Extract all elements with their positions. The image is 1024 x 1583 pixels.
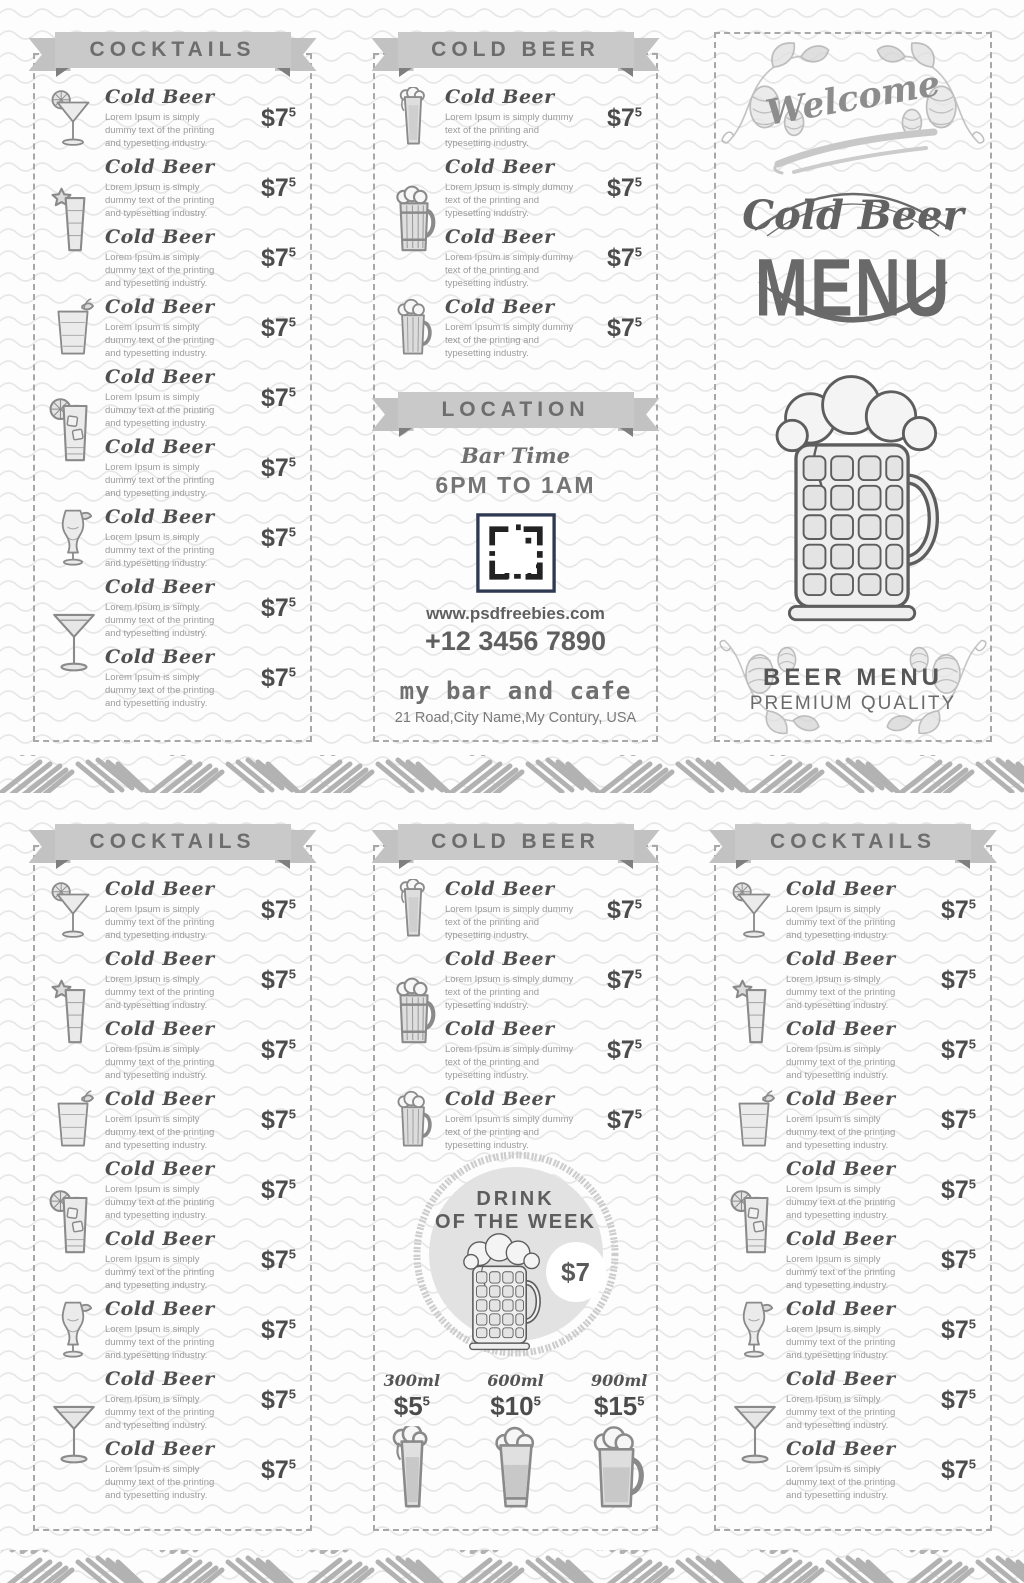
item-description: Lorem Ipsum is simply dummy text of the printing and typesetting industry. <box>786 1114 896 1151</box>
ribbon-fold-right <box>620 860 633 869</box>
item-description: Lorem Ipsum is simply dummy text of the printing and typesetting industry. <box>105 672 215 709</box>
size-label: 300ml <box>383 1371 441 1390</box>
menu-item <box>35 875 310 945</box>
ribbon-fold-left <box>56 68 69 77</box>
location-ribbon <box>398 392 634 428</box>
item-price: $\$7^5$ <box>940 1245 976 1274</box>
item-title: Cold Beer <box>105 1438 215 1460</box>
item-price: $\$7^5$ <box>260 243 296 272</box>
pilsner-glass-icon <box>389 879 437 941</box>
item-price: $\$7^5$ <box>940 895 976 924</box>
menu-item <box>375 945 656 1015</box>
dow-price: $7 <box>546 1242 606 1302</box>
menu-item <box>375 223 656 293</box>
item-price: $\$7^5$ <box>940 1315 976 1344</box>
item-title: Cold Beer <box>786 1228 896 1250</box>
ribbon-fold-right <box>277 68 290 77</box>
menu-item <box>375 153 656 223</box>
beer-mug-icon <box>758 372 948 630</box>
martini-lime-icon <box>49 879 97 941</box>
menu-item <box>716 1225 990 1295</box>
item-title: Cold Beer <box>105 948 215 970</box>
item-description: Lorem Ipsum is simply dummy text of the printing and typesetting industry. <box>786 1464 896 1501</box>
beer-600ml-icon <box>485 1426 547 1514</box>
item-description: Lorem Ipsum is simply dummy text of the printing and typesetting industry. <box>105 1044 215 1081</box>
phone-number: +12 3456 7890 <box>425 626 606 656</box>
item-title: Cold Beer <box>786 1158 896 1180</box>
item-price: $\$7^5$ <box>940 1455 976 1484</box>
menu-item <box>716 1155 990 1225</box>
menu-item <box>35 83 310 153</box>
menu-item <box>35 1085 310 1155</box>
item-price: $\$7^5$ <box>940 1385 976 1414</box>
menu-item <box>35 1435 310 1505</box>
item-price: $\$7^5$ <box>260 313 296 342</box>
size-label: 900ml <box>590 1371 648 1390</box>
size-price: $\$10^5$ <box>490 1391 541 1421</box>
item-title: Cold Beer <box>105 1368 215 1390</box>
item-price: $\$7^5$ <box>260 1315 296 1344</box>
bar-time-label: Bar Time <box>461 443 570 468</box>
menu-item <box>716 875 990 945</box>
menu-item <box>35 503 310 573</box>
size-price: $\$5^5$ <box>393 1391 430 1421</box>
item-title: Cold Beer <box>786 1088 896 1110</box>
item-title: Cold Beer <box>105 1228 215 1250</box>
item-title: Cold Beer <box>786 1018 896 1040</box>
ribbon-fold-right <box>620 428 633 437</box>
drink-of-the-week-badge <box>410 1148 622 1360</box>
menu-item <box>375 1015 656 1085</box>
pilsner-glass-icon <box>389 87 437 149</box>
panel-cocktails-top-left <box>33 38 312 742</box>
menu-item <box>716 1435 990 1505</box>
item-description: Lorem Ipsum is simply dummy text of the printing and typesetting industry. <box>105 112 215 149</box>
item-price: $\$7^5$ <box>606 1105 642 1134</box>
item-description: Lorem Ipsum is simply dummy text of the printing and typesetting industry. <box>105 1394 215 1431</box>
hurricane-glass-icon <box>49 1299 97 1361</box>
item-description: Lorem Ipsum is simply dummy text of the printing and typesetting industry. <box>105 602 215 639</box>
glass-mug-icon <box>389 297 437 359</box>
item-title: Cold Beer <box>105 646 215 668</box>
item-price: $\$7^5$ <box>940 1035 976 1064</box>
item-description: Lorem Ipsum is simply dummy text of the printing and typesetting industry. <box>105 1324 215 1361</box>
item-price: $\$7^5$ <box>260 895 296 924</box>
panel-header: COLD BEER <box>431 830 600 853</box>
item-price: $\$7^5$ <box>606 965 642 994</box>
item-title: Cold Beer <box>786 878 896 900</box>
size-price: $\$15^5$ <box>593 1391 645 1421</box>
item-title: Cold Beer <box>105 506 215 528</box>
menu-item <box>35 153 310 223</box>
item-price: $\$7^5$ <box>260 593 296 622</box>
item-price: $\$7^5$ <box>606 1035 642 1064</box>
item-title: Cold Beer <box>105 86 215 108</box>
item-title: Cold Beer <box>105 296 215 318</box>
ribbon-fold-left <box>736 860 749 869</box>
cocktail-list <box>35 847 310 1505</box>
item-price: $\$7^5$ <box>260 453 296 482</box>
hurricane-glass-icon <box>730 1299 778 1361</box>
menu-item <box>716 1365 990 1435</box>
menu-item <box>375 293 656 363</box>
item-price: $\$7^5$ <box>260 1385 296 1414</box>
item-title: Cold Beer <box>105 156 215 178</box>
cocktails-ribbon <box>55 32 291 68</box>
item-description: Lorem Ipsum is simply dummy text of the printing and typesetting industry. <box>105 462 215 499</box>
item-price: $\$7^5$ <box>260 1245 296 1274</box>
logo-script-text: Cold Beer <box>742 192 964 239</box>
item-description: Lorem Ipsum is simply dummy text of the printing and typesetting industry. <box>786 1044 896 1081</box>
martini-lime-icon <box>49 87 97 149</box>
item-title: Cold Beer <box>445 296 555 318</box>
item-title: Cold Beer <box>105 576 215 598</box>
item-title: Cold Beer <box>105 1018 215 1040</box>
location-header: LOCATION <box>441 398 590 421</box>
tumbler-mint-icon <box>49 297 97 359</box>
item-description: Lorem Ipsum is simply dummy text of the printing and typesetting industry. <box>105 1114 215 1151</box>
item-description: Lorem Ipsum is simply dummy text of the printing and typesetting industry. <box>105 1254 215 1291</box>
item-title: Cold Beer <box>105 1158 215 1180</box>
bar-hours: 6PM TO 1AM <box>435 472 596 498</box>
item-title: Cold Beer <box>105 878 215 900</box>
ribbon-fold-left <box>399 860 412 869</box>
ribbon-fold-right <box>277 860 290 869</box>
item-description: Lorem Ipsum is simply dummy text of the printing and typesetting industry. <box>786 1254 896 1291</box>
panel-cover <box>714 32 992 742</box>
item-price: $\$7^5$ <box>606 243 642 272</box>
cold-beer-ribbon <box>398 32 634 68</box>
tumbler-mint-icon <box>730 1089 778 1151</box>
item-description: Lorem Ipsum is simply dummy text of the printing and typesetting industry. <box>445 1044 574 1081</box>
item-title: Cold Beer <box>786 1298 896 1320</box>
item-price: $\$7^5$ <box>260 1175 296 1204</box>
website-text: www.psdfreebies.com <box>426 604 605 623</box>
item-description: Lorem Ipsum is simply dummy text of the printing and typesetting industry. <box>105 1184 215 1221</box>
beer-900ml-icon <box>588 1426 650 1514</box>
item-title: Cold Beer <box>786 948 896 970</box>
panel-cocktails-bottom-right <box>714 830 992 1531</box>
tumbler-mint-icon <box>49 1089 97 1151</box>
qr-code-icon <box>476 513 556 593</box>
beer-sizes-row <box>375 1371 656 1519</box>
cocktail-list <box>716 847 990 1505</box>
item-title: Cold Beer <box>445 948 555 970</box>
item-description: Lorem Ipsum is simply dummy text of the printing and typesetting industry. <box>786 1394 896 1431</box>
item-title: Cold Beer <box>445 1018 555 1040</box>
beer-list <box>375 55 656 363</box>
item-price: $\$7^5$ <box>940 1175 976 1204</box>
hurricane-glass-icon <box>49 507 97 569</box>
venue-address: 21 Road,City Name,My Contury, USA <box>394 710 637 726</box>
item-price: $\$7^5$ <box>260 965 296 994</box>
item-description: Lorem Ipsum is simply dummy text of the printing and typesetting industry. <box>445 1114 574 1151</box>
item-title: Cold Beer <box>105 1298 215 1320</box>
menu-item <box>35 1155 310 1225</box>
item-title: Cold Beer <box>105 226 215 248</box>
menu-item <box>716 945 990 1015</box>
item-description: Lorem Ipsum is simply dummy text of the printing and typesetting industry. <box>105 182 215 219</box>
item-description: Lorem Ipsum is simply dummy text of the printing and typesetting industry. <box>445 974 574 1011</box>
menu-item <box>375 875 656 945</box>
ribbon-fold-right <box>620 68 633 77</box>
item-title: Cold Beer <box>445 156 555 178</box>
item-price: $\$7^5$ <box>940 1105 976 1134</box>
item-description: Lorem Ipsum is simply dummy text of the printing and typesetting industry. <box>445 322 574 359</box>
divider-hatch-strip <box>0 755 1024 793</box>
menu-item <box>375 83 656 153</box>
item-price: $\$7^5$ <box>260 103 296 132</box>
ribbon-fold-right <box>957 860 970 869</box>
menu-item <box>35 1225 310 1295</box>
menu-item <box>35 1015 310 1085</box>
beer-list <box>375 847 656 1155</box>
item-title: Cold Beer <box>105 1088 215 1110</box>
menu-item <box>35 223 310 293</box>
item-price: $\$7^5$ <box>260 663 296 692</box>
menu-item <box>35 1295 310 1365</box>
item-title: Cold Beer <box>445 226 555 248</box>
menu-item <box>35 573 310 643</box>
panel-cocktails-bottom-left <box>33 830 312 1531</box>
welcome-text: Welcome <box>762 63 944 134</box>
menu-item <box>716 1085 990 1155</box>
item-price: $\$7^5$ <box>260 173 296 202</box>
item-price: $\$7^5$ <box>260 383 296 412</box>
panel-header: COCKTAILS <box>89 830 256 853</box>
ribbon-fold-left <box>399 428 412 437</box>
item-description: Lorem Ipsum is simply dummy text of the printing and typesetting industry. <box>105 252 215 289</box>
premium-quality-subtitle: PREMIUM QUALITY <box>749 693 957 714</box>
menu-item <box>375 1085 656 1155</box>
item-price: $\$7^5$ <box>260 1105 296 1134</box>
menu-item <box>35 363 310 433</box>
item-description: Lorem Ipsum is simply dummy text of the printing and typesetting industry. <box>445 112 574 149</box>
item-price: $\$7^5$ <box>260 1035 296 1064</box>
menu-item <box>35 293 310 363</box>
cold-beer-ribbon <box>398 824 634 860</box>
item-description: Lorem Ipsum is simply dummy text of the printing and typesetting industry. <box>786 1184 896 1221</box>
beer-mug-icon <box>454 1232 546 1354</box>
size-label: 600ml <box>487 1371 544 1390</box>
item-title: Cold Beer <box>445 878 555 900</box>
item-title: Cold Beer <box>105 366 215 388</box>
item-title: Cold Beer <box>786 1368 896 1390</box>
venue-name: my bar and cafe <box>399 677 632 705</box>
menu-item <box>35 433 310 503</box>
item-description: Lorem Ipsum is simply dummy text of the printing and typesetting industry. <box>445 252 574 289</box>
panel-coldbeer-bottom-middle <box>373 830 658 1531</box>
item-description: Lorem Ipsum is simply dummy text of the printing and typesetting industry. <box>786 1324 896 1361</box>
panel-header: COLD BEER <box>431 38 600 61</box>
item-description: Lorem Ipsum is simply dummy text of the printing and typesetting industry. <box>105 974 215 1011</box>
menu-item <box>35 643 310 713</box>
item-price: $\$7^5$ <box>606 313 642 342</box>
item-description: Lorem Ipsum is simply dummy text of the printing and typesetting industry. <box>105 392 215 429</box>
item-price: $\$7^5$ <box>606 895 642 924</box>
size-option <box>375 1371 449 1519</box>
item-price: $\$7^5$ <box>260 523 296 552</box>
item-description: Lorem Ipsum is simply dummy text of the printing and typesetting industry. <box>105 322 215 359</box>
item-title: Cold Beer <box>445 86 555 108</box>
item-description: Lorem Ipsum is simply dummy text of the printing and typesetting industry. <box>445 904 574 941</box>
panel-coldbeer-top-middle <box>373 38 658 742</box>
beer-menu-title: BEER MENU <box>762 664 943 691</box>
panel-header: COCKTAILS <box>89 38 256 61</box>
menu-item <box>35 945 310 1015</box>
ribbon-fold-left <box>399 68 412 77</box>
item-description: Lorem Ipsum is simply dummy text of the printing and typesetting industry. <box>445 182 574 219</box>
item-title: Cold Beer <box>445 1088 555 1110</box>
item-title: Cold Beer <box>786 1438 896 1460</box>
logo-word-text: MENU <box>754 241 952 334</box>
item-description: Lorem Ipsum is simply dummy text of the printing and typesetting industry. <box>786 904 896 941</box>
dow-line1: DRINK <box>476 1188 555 1210</box>
item-description: Lorem Ipsum is simply dummy text of the printing and typesetting industry. <box>105 1464 215 1501</box>
cocktail-list <box>35 55 310 713</box>
item-price: $\$7^5$ <box>260 1455 296 1484</box>
menu-item <box>716 1295 990 1365</box>
menu-item <box>35 1365 310 1435</box>
cocktails-ribbon <box>735 824 971 860</box>
item-description: Lorem Ipsum is simply dummy text of the printing and typesetting industry. <box>105 904 215 941</box>
menu-item <box>716 1015 990 1085</box>
item-description: Lorem Ipsum is simply dummy text of the printing and typesetting industry. <box>786 974 896 1011</box>
cocktails-ribbon <box>55 824 291 860</box>
item-description: Lorem Ipsum is simply dummy text of the printing and typesetting industry. <box>105 532 215 569</box>
glass-mug-icon <box>389 1089 437 1151</box>
dow-line2: OF THE WEEK <box>435 1211 596 1233</box>
item-title: Cold Beer <box>105 436 215 458</box>
item-price: $\$7^5$ <box>940 965 976 994</box>
item-price: $\$7^5$ <box>606 103 642 132</box>
panel-header: COCKTAILS <box>770 830 936 853</box>
size-option <box>582 1371 656 1519</box>
size-option <box>479 1371 553 1519</box>
ribbon-fold-left <box>56 860 69 869</box>
footer-hatch-strip <box>0 1550 1024 1583</box>
beer-300ml-icon <box>381 1426 443 1514</box>
martini-lime-icon <box>730 879 778 941</box>
item-price: $\$7^5$ <box>606 173 642 202</box>
